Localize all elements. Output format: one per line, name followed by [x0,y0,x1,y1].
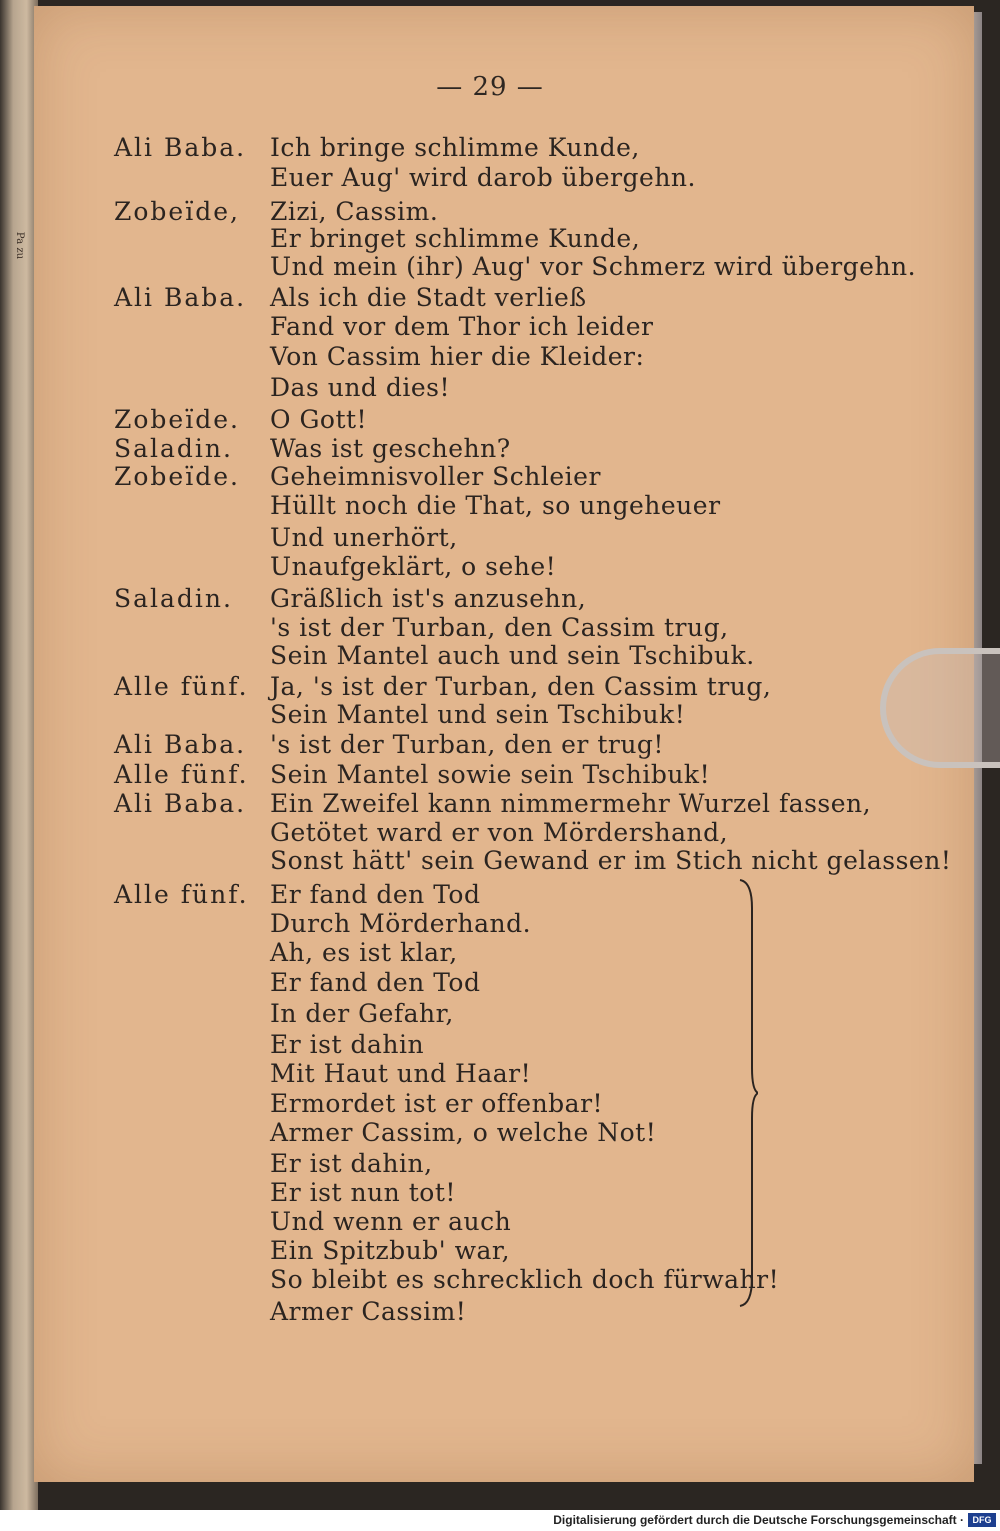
text-line [0,491,1000,521]
text-line [0,641,1000,671]
verse-text: Ein Zweifel kann nimmermehr Wurzel fassen, [270,789,872,818]
verse-text: Getötet ward er von Mördershand, [270,818,729,847]
text-line [0,197,1000,227]
verse-text: Ja, 's ist der Turban, den Cassim trug, [270,672,772,701]
text-line [0,163,1000,193]
verse-text: Sein Mantel auch und sein Tschibuk. [270,641,755,670]
verse-text: Mit Haut und Haar! [270,1059,532,1088]
page-number: — 29 — [436,72,544,102]
verse-text: 's ist der Turban, den er trug! [270,730,664,759]
verse-text: Ermordet ist er offenbar! [270,1089,604,1118]
text-line [0,818,1000,848]
speaker-name: Alle fünf. [114,760,249,789]
verse-text: Er ist dahin, [270,1149,433,1178]
speaker-name: Alle fünf. [114,880,249,909]
text-line [0,1265,1000,1295]
verse-text: Und unerhört, [270,523,458,552]
verse-text: Er ist dahin [270,1030,425,1059]
verse-text: Als ich die Stadt verließ [270,283,587,312]
text-line [0,1059,1000,1089]
text-line [0,999,1000,1029]
text-line [0,1030,1000,1060]
verse-text: Sein Mantel sowie sein Tschibuk! [270,760,711,789]
verse-text: Fand vor dem Thor ich leider [270,312,654,341]
verse-text: Und wenn er auch [270,1207,512,1236]
text-line [0,523,1000,553]
text-line [0,789,1000,819]
speaker-name: Ali Baba. [114,133,247,162]
text-line [0,880,1000,910]
verse-text: Er ist nun tot! [270,1178,456,1207]
text-line [0,1297,1000,1327]
verse-text: Gräßlich ist's anzusehn, [270,584,587,613]
verse-text: Er bringet schlimme Kunde, [270,224,641,253]
text-line [0,613,1000,643]
verse-text: Ein Spitzbub' war, [270,1236,511,1265]
verse-text: Armer Cassim! [270,1297,467,1326]
verse-text: So bleibt es schrecklich doch fürwahr! [270,1265,780,1294]
speaker-name: Saladin. [114,584,233,613]
text-line [0,584,1000,614]
verse-text: Euer Aug' wird darob übergehn. [270,163,696,192]
page-clip [880,648,1000,768]
text-line [0,672,1000,702]
verse-text: Hüllt noch die That, so ungeheuer [270,491,721,520]
verse-text: Ah, es ist klar, [270,938,458,967]
text-line [0,1236,1000,1266]
text-line [0,552,1000,582]
text-line [0,1089,1000,1119]
curly-brace-mark [738,878,758,1308]
footer-bar [0,1510,1000,1531]
text-line [0,434,1000,464]
speaker-name: Saladin. [114,434,233,463]
speaker-name: Zobeïde. [114,405,240,434]
text-line [0,968,1000,998]
verse-text: Geheimnisvoller Schleier [270,462,601,491]
speaker-name: Ali Baba. [114,730,247,759]
verse-text: Er fand den Tod [270,880,481,909]
text-line [0,700,1000,730]
text-line [0,909,1000,939]
verse-text: Ich bringe schlimme Kunde, [270,133,640,162]
text-line [0,133,1000,163]
verse-text: Was ist geschehn? [270,434,511,463]
speaker-name: Alle fünf. [114,672,249,701]
text-line [0,283,1000,313]
verse-text: Er fand den Tod [270,968,481,997]
text-line [0,405,1000,435]
verse-text: Sein Mantel und sein Tschibuk! [270,700,686,729]
text-line [0,312,1000,342]
text-line [0,252,1000,282]
speaker-name: Ali Baba. [114,283,247,312]
dfg-logo: DFG [968,1513,996,1527]
verse-text: Und mein (ihr) Aug' vor Schmerz wird übergehn. [270,252,917,281]
verse-text: Zizi, Cassim. [270,197,439,226]
verse-text: Durch Mörderhand. [270,909,532,938]
text-line [0,730,1000,760]
speaker-name: Ali Baba. [114,789,247,818]
verse-text: Armer Cassim, o welche Not! [270,1118,657,1147]
text-line [0,1118,1000,1148]
footer-credit: Digitalisierung gefördert durch die Deutsche Forschungsgemeinschaft · [553,1513,964,1527]
verse-text: In der Gefahr, [270,999,454,1028]
text-line [0,1149,1000,1179]
verse-text: Von Cassim hier die Kleider: [270,342,645,371]
speaker-name: Zobeïde, [114,197,240,226]
verse-text: Sonst hätt' sein Gewand er im Stich nicht gelassen! [270,846,952,875]
text-line [0,462,1000,492]
text-line [0,760,1000,790]
verse-text: Unaufgeklärt, o sehe! [270,552,557,581]
text-line [0,373,1000,403]
text-line [0,342,1000,372]
text-line [0,938,1000,968]
verse-text: Das und dies! [270,373,451,402]
text-line [0,1178,1000,1208]
text-line [0,846,1000,876]
verse-text: O Gott! [270,405,368,434]
margin-note: Pa zu [14,231,26,260]
speaker-name: Zobeïde. [114,462,240,491]
text-line [0,224,1000,254]
verse-text: 's ist der Turban, den Cassim trug, [270,613,729,642]
text-line [0,1207,1000,1237]
